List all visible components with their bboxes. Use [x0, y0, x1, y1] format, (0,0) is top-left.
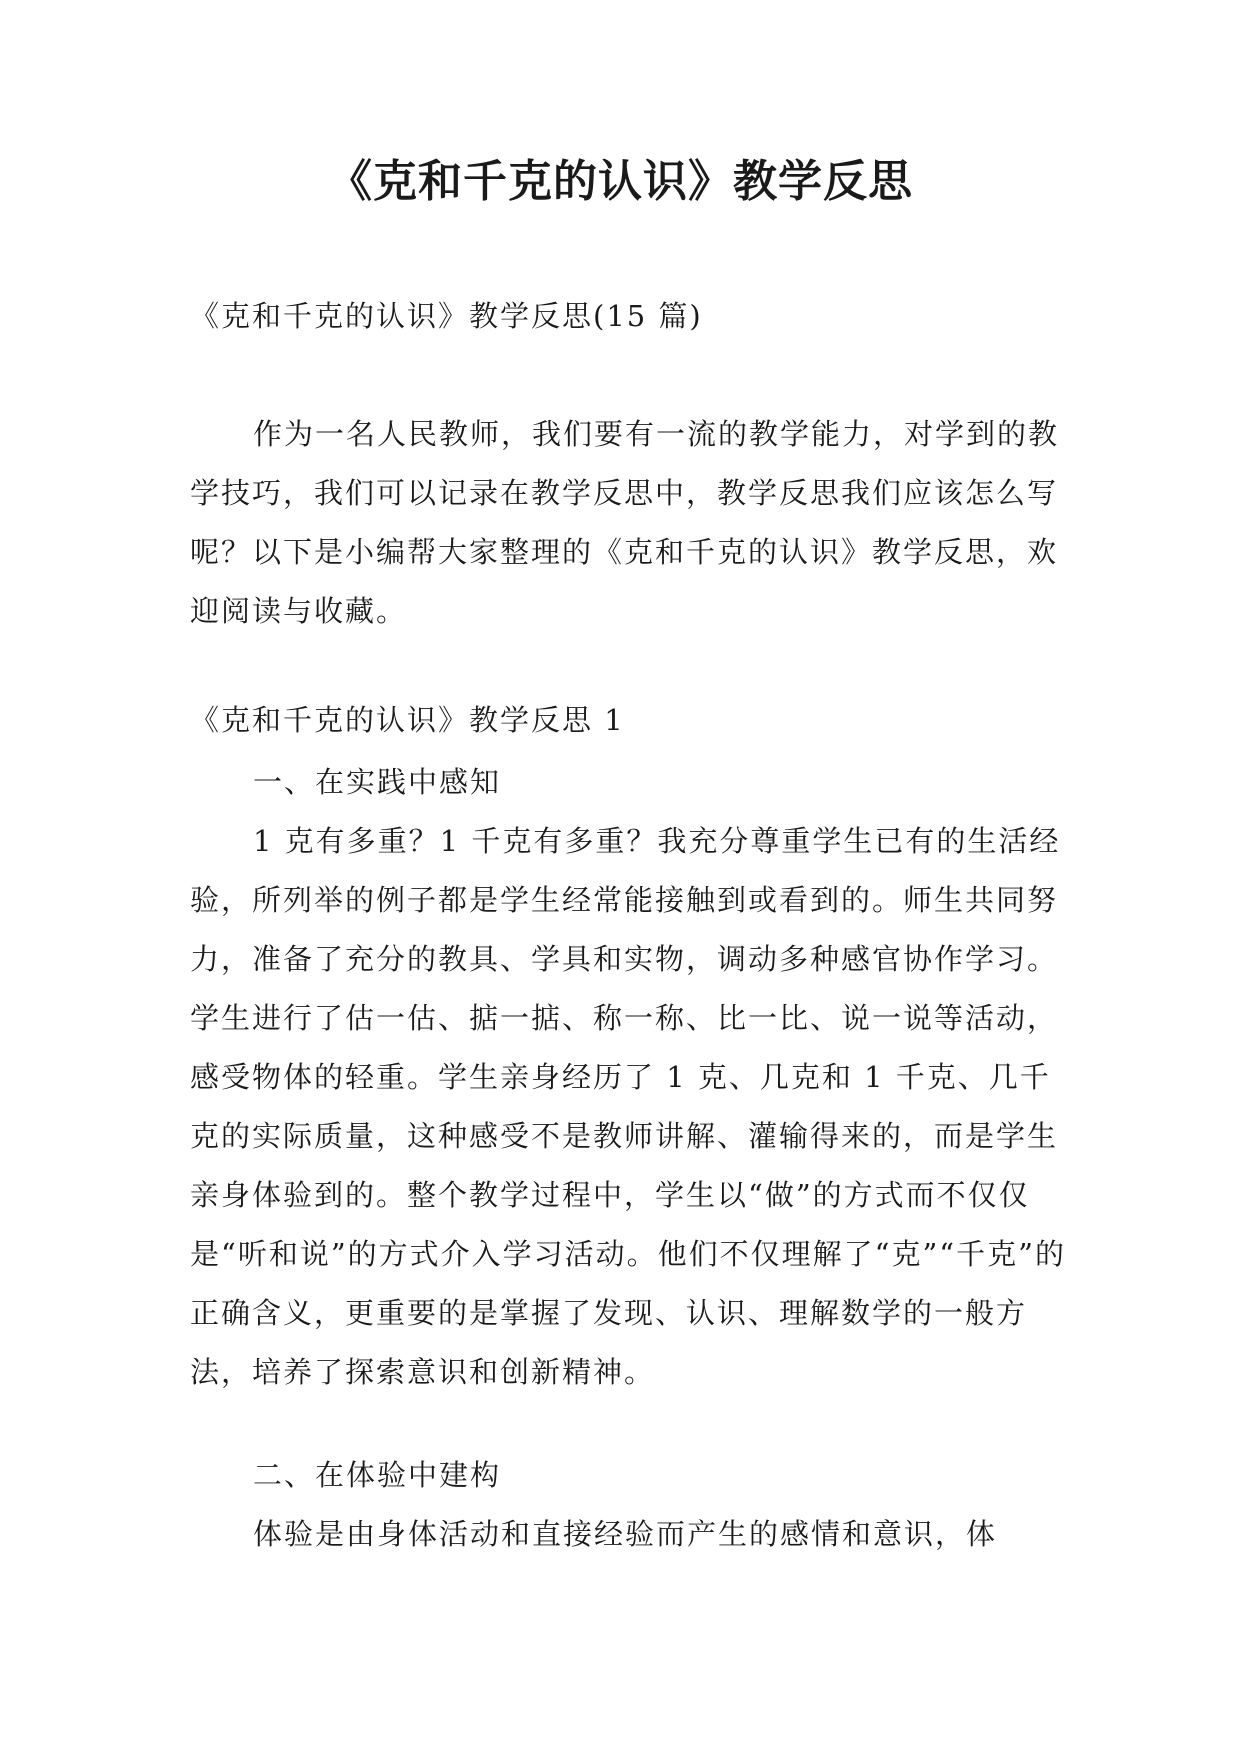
section-title: 《克和千克的认识》教学反思 1	[190, 703, 625, 737]
intro-paragraph: 作为一名人民教师，我们要有一流的教学能力，对学到的教学技巧，我们可以记录在教学反思中，教学反思我们应该怎么写呢？以下是小编帮大家整理的《克和千克的认识》教学反思，欢迎阅读与收藏。	[190, 417, 1060, 628]
body-paragraph-1: 1 克有多重？1 千克有多重？我充分尊重学生已有的生活经验，所列举的例子都是学生经常能接触到或看到的。师生共同努力，准备了充分的教具、学具和实物，调动多种感官协作学习。学生进行了估一估、掂一掂、称一称、比一比、说一说等活动，感受物体的轻重。学生亲身经历了 1 克、几克和 1 千克、几千克的实际质量，这种感受不是教师讲解、灌输得来的，而是学生亲身体验到的。整个教学过程中，学生以“做”的方式而不仅仅是“听和说”的方式介入学习活动。他们不仅理解了“克”“千克”的正确含义，更重要的是掌握了发现、认识、理解数学的一般方法，培养了探索意识和创新精神。	[190, 824, 1066, 1389]
section-heading-1: 一、在实践中感知	[253, 765, 502, 799]
document-title: 《克和千克的认识》教学反思	[328, 156, 913, 207]
section-heading-2: 二、在体验中建构	[253, 1458, 502, 1492]
body-paragraph-2: 体验是由身体活动和直接经验而产生的感情和意识，体	[253, 1517, 998, 1551]
document-subtitle: 《克和千克的认识》教学反思(15 篇)	[190, 299, 703, 333]
